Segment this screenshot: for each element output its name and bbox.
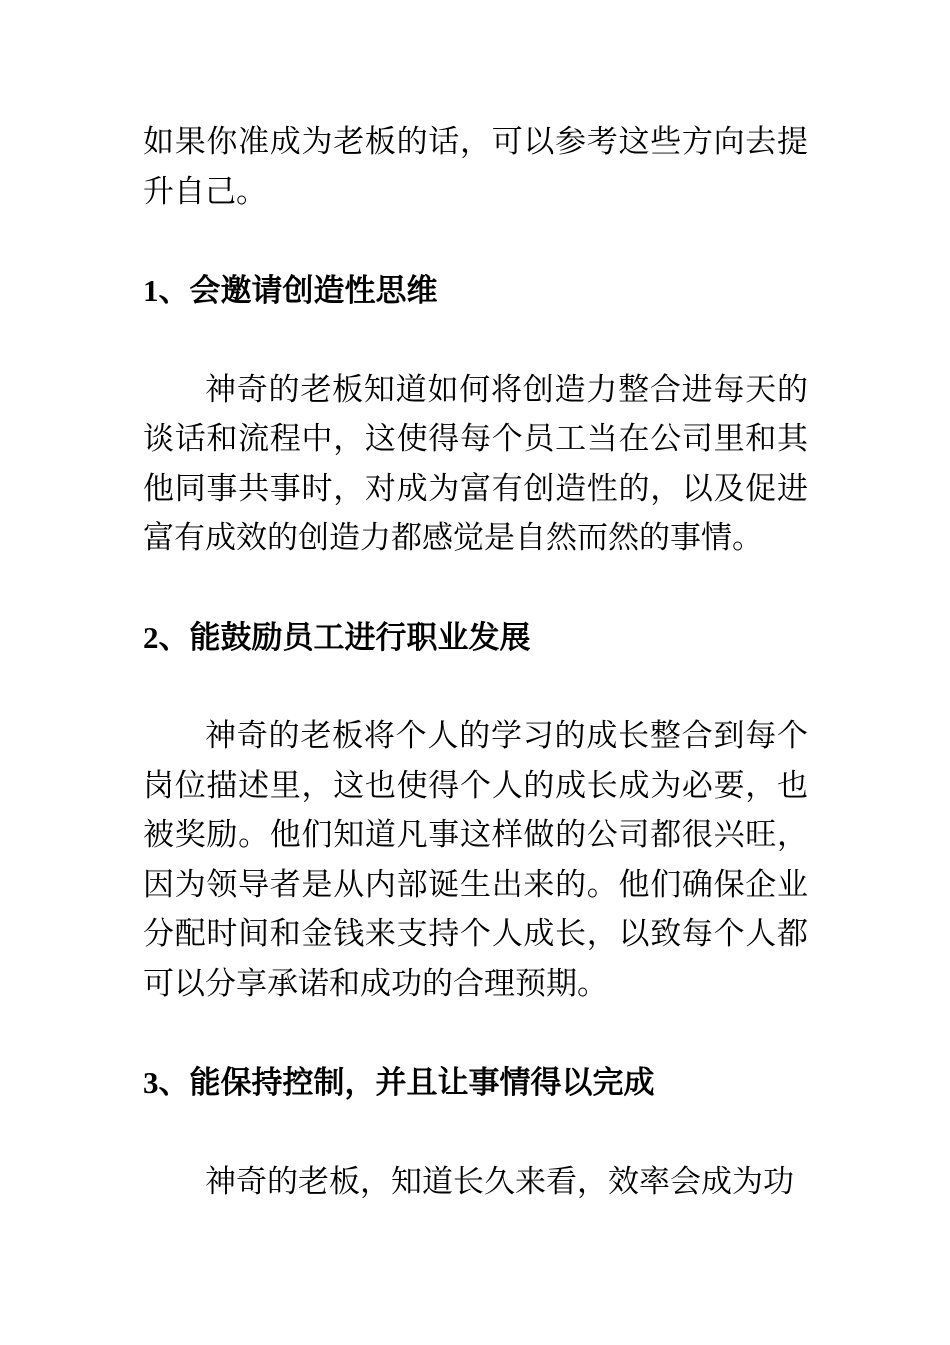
section-number-1: 1: [143, 273, 159, 308]
section-title-3: 、能保持控制，并且让事情得以完成: [158, 1065, 655, 1101]
section-body-3: 神奇的老板，知道长久来看，效率会成为功: [205, 1163, 794, 1200]
section-number-3: 3: [143, 1065, 159, 1100]
section-number-2: 2: [143, 619, 159, 655]
section-heading-1: [143, 266, 808, 317]
section-title-2: 、能鼓励员工进行职业发展: [158, 619, 531, 656]
section-title-1: 、会邀请创造性思维: [158, 273, 438, 309]
section-body-1: 神奇的老板知道如何将创造力整合进每天的谈话和流程中，这使得每个员工当在公司里和其他同事共事时，对成为富有创造性的，以及促进富有成效的创造力都感觉是自然而然的事情。: [143, 371, 808, 556]
intro-paragraph: 如果你准成为老板的话，可以参考这些方向去提升自己。: [143, 124, 808, 210]
document-content: [143, 118, 808, 1256]
section-body-2: 神奇的老板将个人的学习的成长整合到每个岗位描述里，这也使得个人的成长成为必要，也被奖励。他们知道凡事这样做的公司都很兴旺，因为领导者是从内部诞生出来的。他们确保企业分配时间和金钱来支持个人成长，以致每个人都可以分享承诺和成功的合理预期。: [143, 718, 808, 1002]
section-heading-2: [143, 613, 808, 664]
section-heading-3: [143, 1058, 808, 1109]
